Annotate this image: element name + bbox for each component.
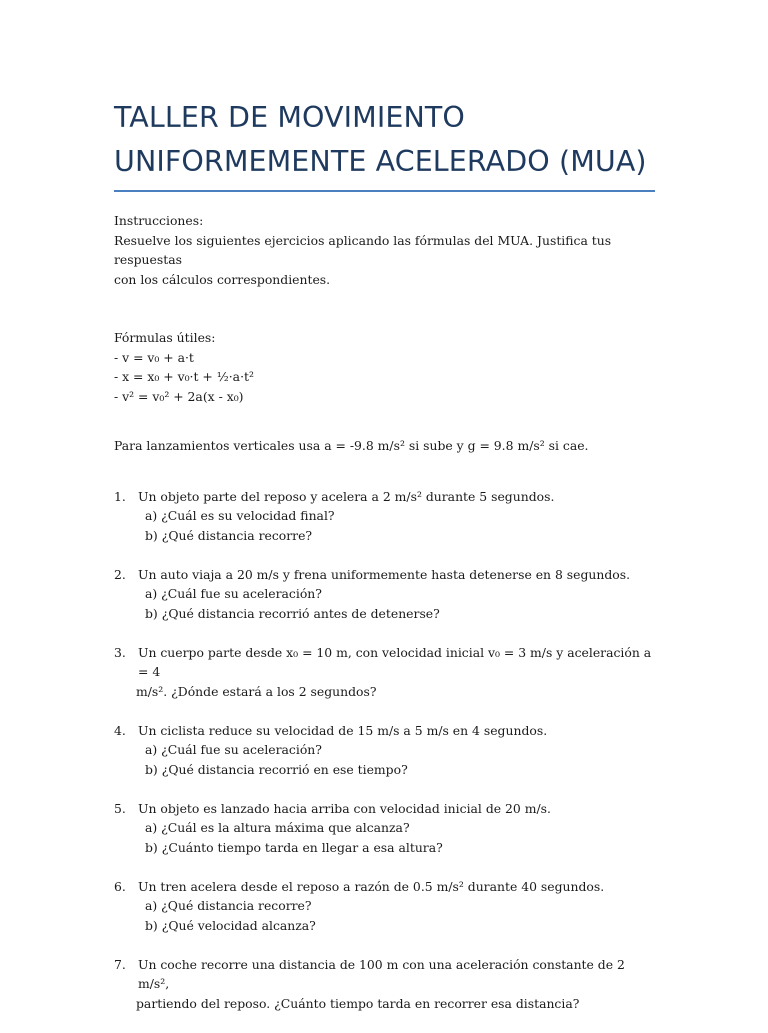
question-item: [114, 955, 656, 1014]
title-underline: [114, 190, 655, 192]
document-title: [114, 96, 656, 184]
question-number: 7.: [114, 956, 126, 972]
formula-item: - v² = v₀² + 2a(x - x₀): [114, 388, 244, 404]
question-subitem: b) ¿Qué velocidad alcanza?: [145, 917, 316, 933]
vertical-launch-note: Para lanzamientos verticales usa a = -9.8 m/s² si sube y g = 9.8 m/s² si cae.: [114, 438, 589, 453]
formulas-block: [114, 328, 656, 406]
question-number: 2.: [114, 566, 126, 582]
question-text: Un objeto parte del reposo y acelera a 2 m/s² durante 5 segundos.: [138, 488, 555, 504]
question-subitem: b) ¿Qué distancia recorre?: [145, 527, 313, 543]
formula-item: - x = x₀ + v₀·t + ½·a·t²: [114, 369, 254, 384]
title-line-1: TALLER DE MOVIMIENTO: [114, 101, 465, 134]
question-subitem: a) ¿Cuál fue su aceleración?: [145, 742, 322, 757]
question-subitem: b) ¿Qué distancia recorrió en ese tiempo?: [145, 761, 408, 777]
formula-item: - v = v₀ + a·t: [114, 349, 194, 365]
instructions-block: [114, 211, 656, 289]
question-continuation: partiendo del reposo. ¿Cuánto tiempo tarda en recorrer esa distancia?: [136, 995, 580, 1011]
question-subitem: a) ¿Cuál fue su aceleración?: [145, 586, 322, 601]
question-subitem: b) ¿Cuánto tiempo tarda en llegar a esa altura?: [145, 839, 443, 855]
question-text: Un cuerpo parte desde x₀ = 10 m, con velocidad inicial v₀ = 3 m/s y aceleración a = 4: [138, 644, 652, 679]
question-number: 4.: [114, 722, 126, 738]
question-text: Un tren acelera desde el reposo a razón de 0.5 m/s² durante 40 segundos.: [138, 878, 605, 894]
question-subitem: a) ¿Cuál es su velocidad final?: [145, 508, 335, 523]
question-text: Un objeto es lanzado hacia arriba con velocidad inicial de 20 m/s.: [138, 800, 551, 816]
question-number: 6.: [114, 878, 126, 894]
question-item: [114, 565, 656, 624]
question-subitem: a) ¿Cuál es la altura máxima que alcanza?: [145, 820, 410, 835]
question-text: Un coche recorre una distancia de 100 m con una aceleración constante de 2 m/s²,: [138, 956, 625, 991]
question-number: 5.: [114, 800, 126, 816]
title-line-2: UNIFORMEMENTE ACELERADO (MUA): [114, 145, 647, 178]
question-item: [114, 799, 656, 858]
question-continuation: m/s². ¿Dónde estará a los 2 segundos?: [136, 683, 377, 699]
question-text: Un auto viaja a 20 m/s y frena uniformemente hasta detenerse en 8 segundos.: [138, 566, 631, 582]
question-number: 3.: [114, 644, 126, 660]
questions-list: [114, 487, 656, 1014]
question-item: [114, 721, 656, 780]
instructions-line-2: con los cálculos correspondientes.: [114, 271, 331, 287]
document-page: [114, 96, 656, 1033]
question-number: 1.: [114, 488, 126, 504]
formulas-heading: Fórmulas útiles:: [114, 330, 216, 345]
instructions-heading: Instrucciones:: [114, 213, 204, 228]
instructions-line-1: Resuelve los siguientes ejercicios aplicando las fórmulas del MUA. Justifica tus respuestas: [114, 232, 612, 267]
question-item: [114, 487, 656, 546]
question-text: Un ciclista reduce su velocidad de 15 m/s a 5 m/s en 4 segundos.: [138, 722, 548, 738]
question-subitem: b) ¿Qué distancia recorrió antes de detenerse?: [145, 605, 440, 621]
question-subitem: a) ¿Qué distancia recorre?: [145, 898, 312, 913]
question-item: [114, 643, 656, 702]
question-item: [114, 877, 656, 936]
